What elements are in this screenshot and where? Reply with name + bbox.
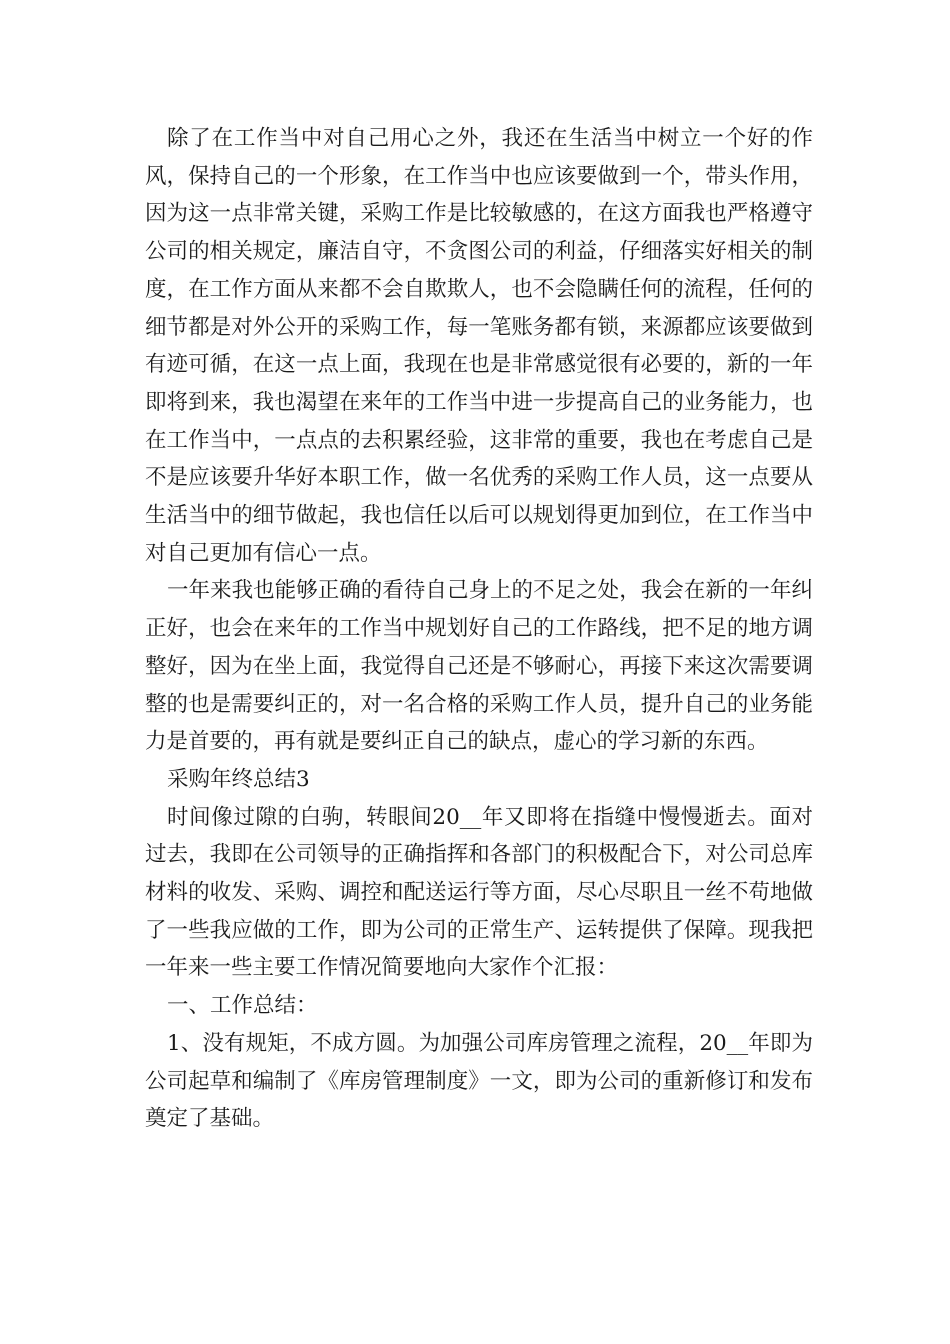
paragraph-intro: 时间像过隙的白驹，转眼间20__年又即将在指缝中慢慢逝去。面对过去，我即在公司领导的正确指挥和各部门的积极配合下，对公司总库材料的收发、采购、调控和配送运行等方面，尽心尽职且一丝不苟地做了一些我应做的工作，即为公司的正常生产、运转提供了保障。现我把一年来一些主要工作情况简要地向大家作个汇报： <box>145 804 813 981</box>
section-heading-summary-3: 采购年终总结3 <box>167 766 310 792</box>
document-body <box>145 120 813 1138</box>
paragraph-self-discipline: 除了在工作当中对自己用心之外，我还在生活当中树立一个好的作风，保持自己的一个形象，在工作当中也应该要做到一个，带头作用，因为这一点非常关键，采购工作是比较敏感的，在这方面我也严格遵守公司的相关规定，廉洁自守，不贪图公司的利益，仔细落实好相关的制度，在工作方面从来都不会自欺欺人，也不会隐瞒任何的流程，任何的细节都是对外公开的采购工作，每一笔账务都有锁，来源都应该要做到有迹可循，在这一点上面，我现在也是非常感觉很有必要的，新的一年即将到来，我也渴望在来年的工作当中进一步提高自己的业务能力，也在工作当中，一点点的去积累经验，这非常的重要，我也在考虑自己是不是应该要升华好本职工作，做一名优秀的采购工作人员，这一点要从生活当中的细节做起，我也信任以后可以规划得更加到位，在工作当中对自己更加有信心一点。 <box>145 126 813 566</box>
section-heading-work-summary: 一、工作总结： <box>167 993 318 1019</box>
paragraph-item-1: 1、没有规矩，不成方圆。为加强公司库房管理之流程，20__年即为公司起草和编制了《库房管理制度》一文，即为公司的重新修订和发布奠定了基础。 <box>145 1030 813 1132</box>
paragraph-shortcomings: 一年来我也能够正确的看待自己身上的不足之处，我会在新的一年纠正好，也会在来年的工作当中规划好自己的工作路线，把不足的地方调整好，因为在坐上面，我觉得自己还是不够耐心，再接下来这次需要调整的也是需要纠正的，对一名合格的采购工作人员，提升自己的业务能力是首要的，再有就是要纠正自己的缺点，虚心的学习新的东西。 <box>145 578 813 755</box>
